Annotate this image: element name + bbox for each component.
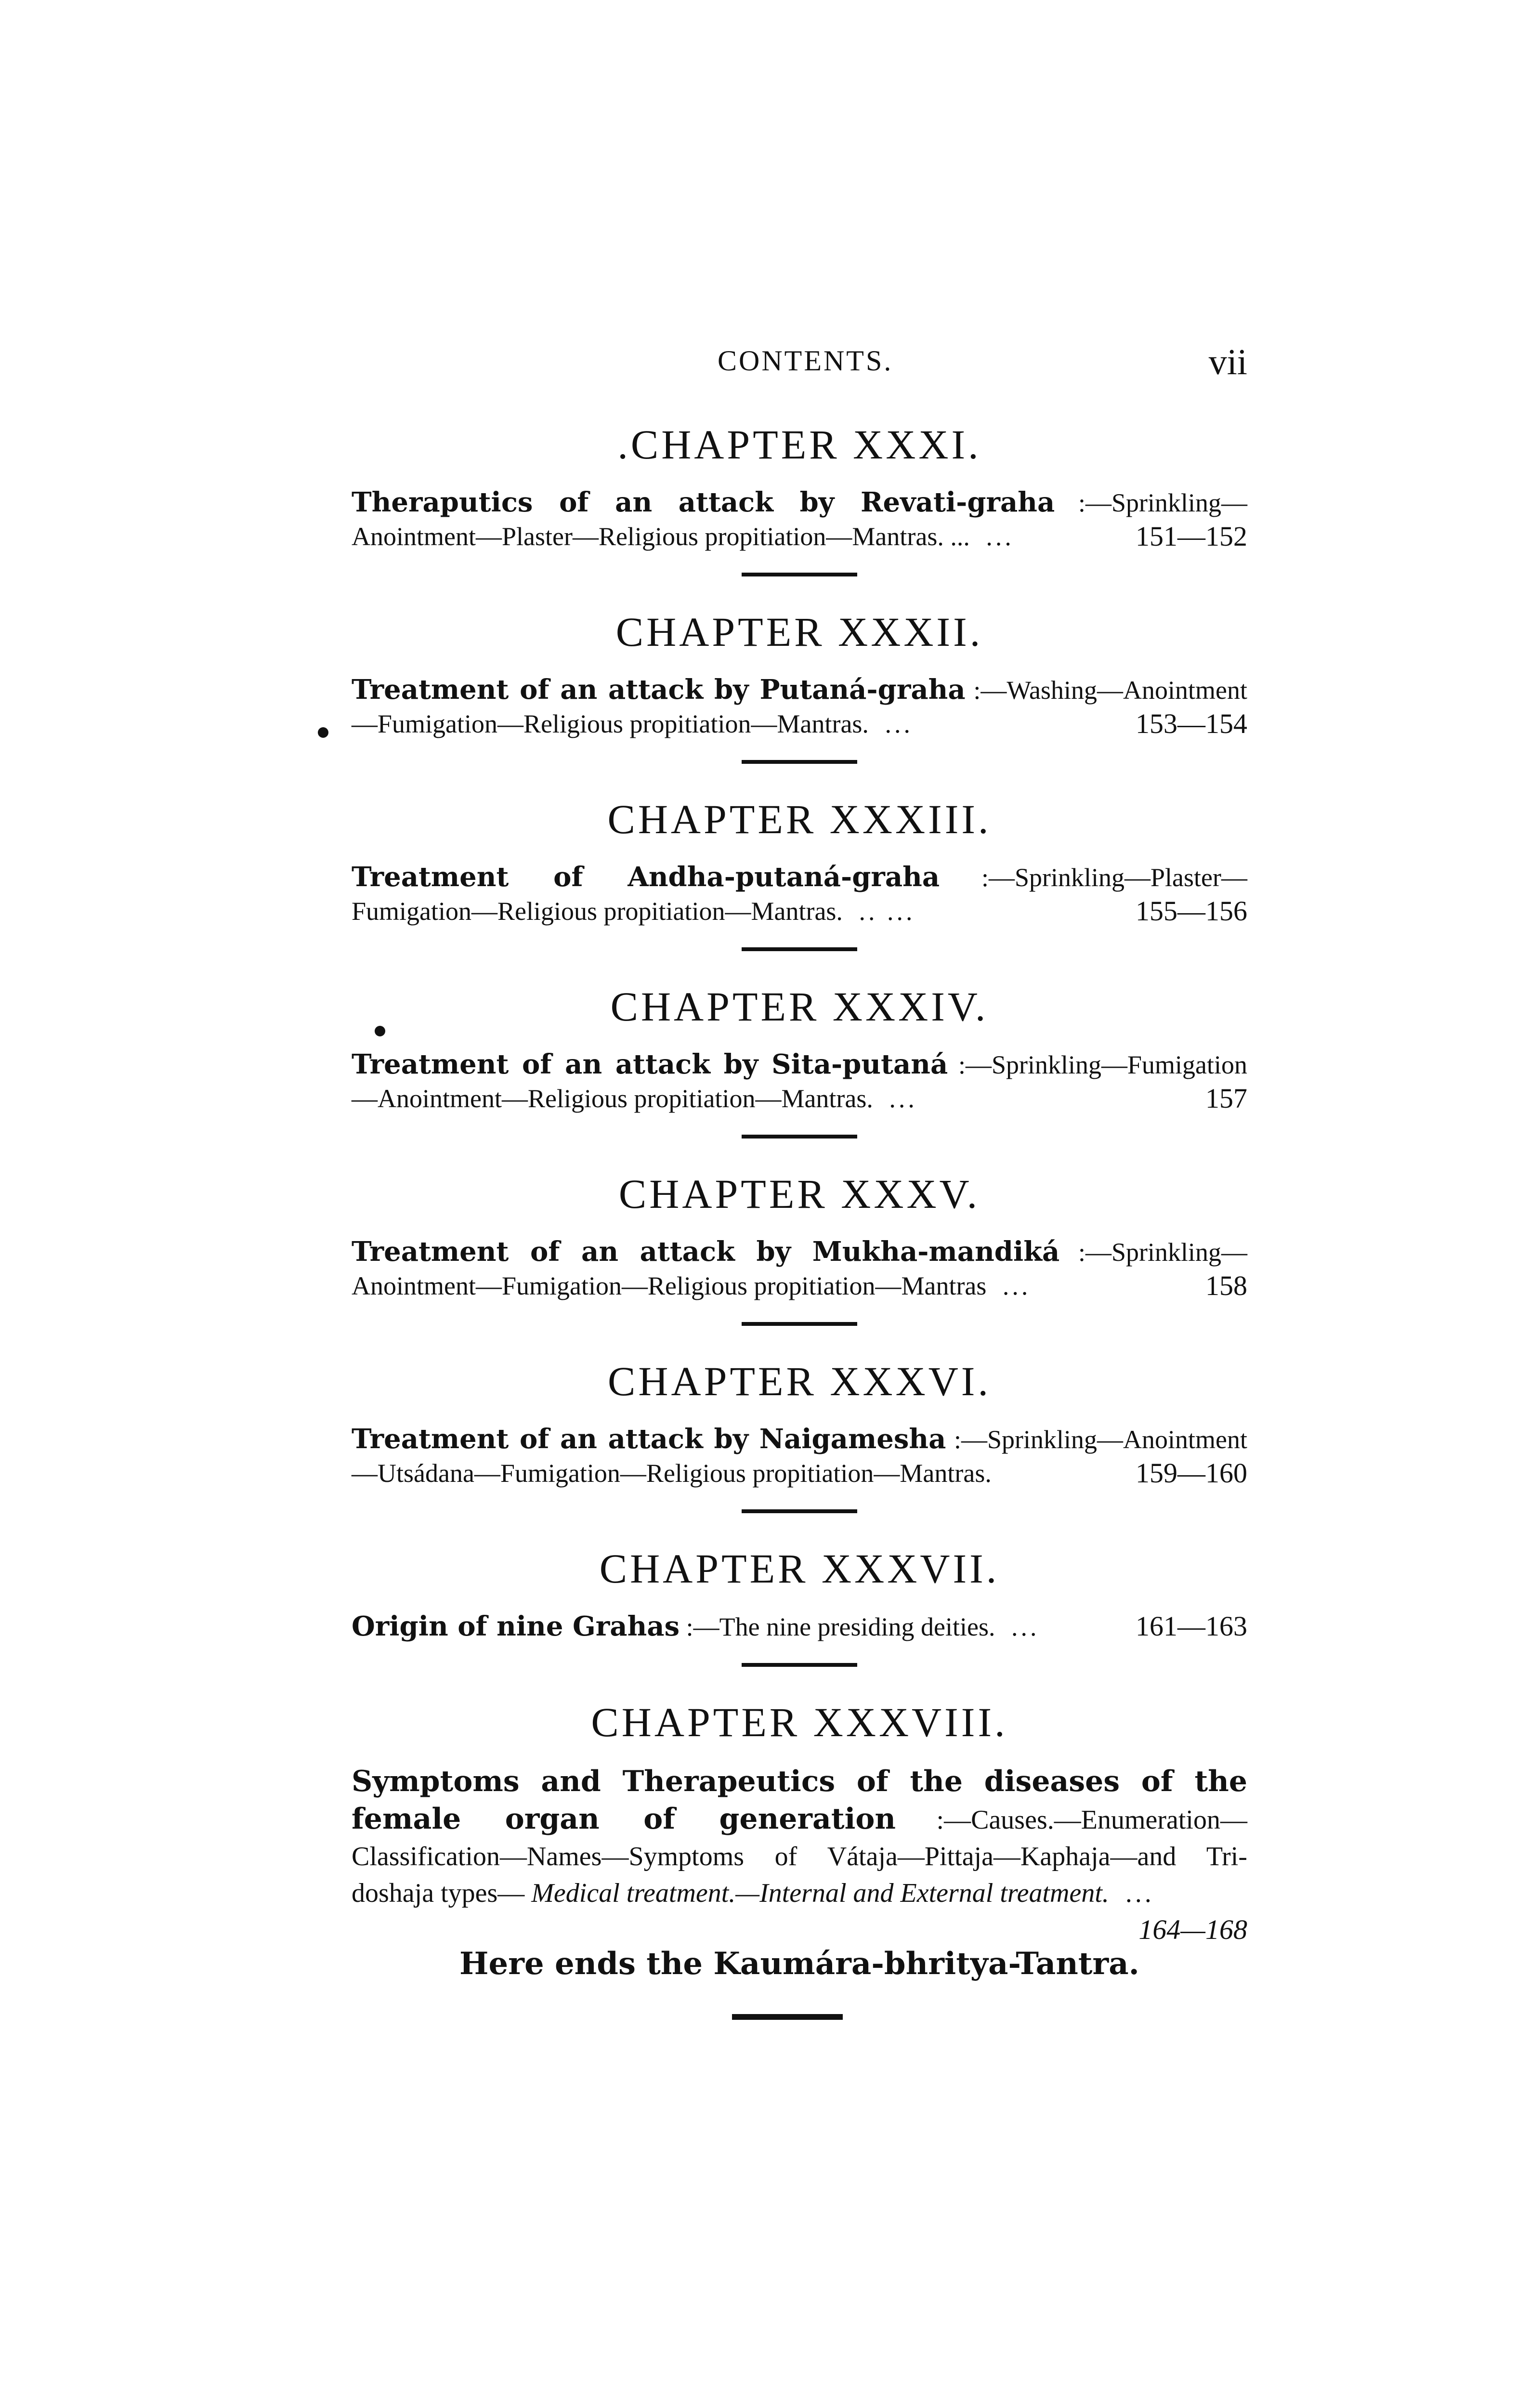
chapter-xxxiii	[352, 798, 1247, 951]
entry-topics: The nine presiding deities.	[719, 1612, 995, 1641]
entry-topics: Sprinkling—Anointment—Plaster—Religious propitiation—Mantras. ...	[352, 488, 1247, 551]
entry-separator: :—	[1059, 1238, 1111, 1267]
chapter-xxxv	[352, 1173, 1247, 1326]
entry-lead: Treatment of an attack by Sita-putaná	[352, 1048, 948, 1080]
dot-leader: ...	[885, 709, 913, 738]
entry-topics: Sprinkling—Anointment—Fumigation—Religious propitiation—Mantras	[352, 1238, 1247, 1300]
section-ending-note: Here ends the Kaumára-bhritya-Tantra.	[459, 1946, 1139, 1982]
entry-separator: :—	[965, 676, 1007, 705]
entry-lead: Symptoms and Therapeutics of the diseases of the female organ of generation	[352, 1765, 1247, 1836]
entry-lead: Treatment of an attack by Naigamesha	[352, 1423, 946, 1455]
page-range: 161—163	[1136, 1610, 1247, 1642]
page-range: 151—152	[1136, 521, 1247, 552]
section-rule	[742, 947, 857, 951]
entry-topics: Sprinkling—Fumigation—Anointment—Religious propitiation—Mantras.	[352, 1050, 1247, 1113]
section-rule	[742, 1322, 857, 1326]
chapter-entry	[352, 1235, 1247, 1303]
entry-italic-topics: Medical treatment.—Internal and External treatment.	[531, 1878, 1109, 1908]
chapter-title: CHAPTER XXXVI.	[608, 1358, 991, 1404]
section-rule	[742, 760, 857, 764]
running-head	[352, 344, 1247, 388]
entry-topics: Sprinkling—Anointment—Utsádana—Fumigation—Religious propitiation—Mantras.	[352, 1425, 1247, 1488]
page-range: 157	[1205, 1083, 1247, 1114]
entry-separator: :—	[946, 1425, 987, 1454]
chapter-xxxvii	[352, 1545, 1247, 1667]
chapter-xxxviii	[352, 1701, 1247, 1948]
chapter-xxxi	[352, 421, 1247, 576]
entry-separator: :—	[896, 1805, 971, 1835]
margin-dot	[375, 1026, 385, 1036]
entry-topics: Washing—Anointment—Fumigation—Religious propitiation—Mantras.	[352, 676, 1247, 738]
page-range: 158	[1205, 1270, 1247, 1301]
entry-separator: :—	[940, 863, 1015, 892]
page-range: 155—156	[1136, 895, 1247, 927]
closing-rule	[732, 2014, 843, 2020]
dot-leader: ...	[889, 1084, 917, 1113]
chapter-entry	[352, 1047, 1247, 1115]
chapter-entry	[352, 485, 1247, 553]
chapter-entry	[352, 860, 1247, 928]
chapter-xxxiv	[352, 983, 1247, 1139]
entry-lead: Treatment of Andha-putaná-graha	[352, 861, 940, 893]
section-rule	[742, 1509, 857, 1513]
entry-lead: Theraputics of an attack by Revati-graha	[352, 486, 1055, 518]
chapter-title: CHAPTER XXXIV.	[610, 983, 989, 1030]
entry-lead: Treatment of an attack by Mukha-mandiká	[352, 1236, 1060, 1268]
contents-list	[352, 421, 1247, 1948]
page-range: 153—154	[1136, 708, 1247, 739]
dot-leader: ...	[986, 522, 1014, 551]
dot-leader: ...	[1002, 1271, 1031, 1300]
chapter-title: CHAPTER XXXII.	[615, 609, 983, 655]
page-number: vii	[1208, 342, 1247, 382]
chapter-xxxvi	[352, 1358, 1247, 1513]
section-rule	[742, 1663, 857, 1667]
entry-separator: :—	[948, 1050, 992, 1079]
entry-topics: Sprinkling—Plaster—Fumigation—Religious propitiation—Mantras.	[352, 863, 1247, 926]
chapter-entry	[352, 1422, 1247, 1490]
entry-topics: Causes.—Enumeration—Classification—Names—Symptoms of Vátaja—Pittaja—Kaphaja—and Tri-doshaja types—	[352, 1805, 1247, 1908]
chapter-entry	[352, 673, 1247, 741]
chapter-title: CHAPTER XXXV.	[618, 1171, 980, 1217]
dot-leader: ...	[1125, 1878, 1154, 1908]
entry-separator: :—	[1055, 488, 1111, 517]
chapter-entry	[352, 1763, 1247, 1948]
chapter-title: .CHAPTER XXXI.	[617, 421, 981, 468]
chapter-entry	[352, 1610, 1247, 1644]
page-range: 164—168	[1138, 1914, 1247, 1945]
chapter-title: CHAPTER XXXIII.	[607, 796, 992, 842]
entry-lead: Origin of nine Grahas	[352, 1610, 680, 1642]
section-rule	[742, 1135, 857, 1139]
running-head-title: CONTENTS.	[718, 345, 893, 377]
entry-lead: Treatment of an attack by Putaná-graha	[352, 674, 966, 706]
chapter-xxxii	[352, 611, 1247, 764]
section-rule	[742, 573, 857, 576]
margin-dot	[318, 727, 328, 738]
chapter-title: CHAPTER XXXVIII.	[591, 1699, 1008, 1745]
chapter-title: CHAPTER XXXVII.	[599, 1545, 1000, 1592]
dot-leader: ...	[1011, 1612, 1040, 1641]
dot-leader: .. ...	[859, 897, 915, 926]
page-range: 159—160	[1136, 1457, 1247, 1489]
entry-separator: :—	[680, 1612, 719, 1641]
